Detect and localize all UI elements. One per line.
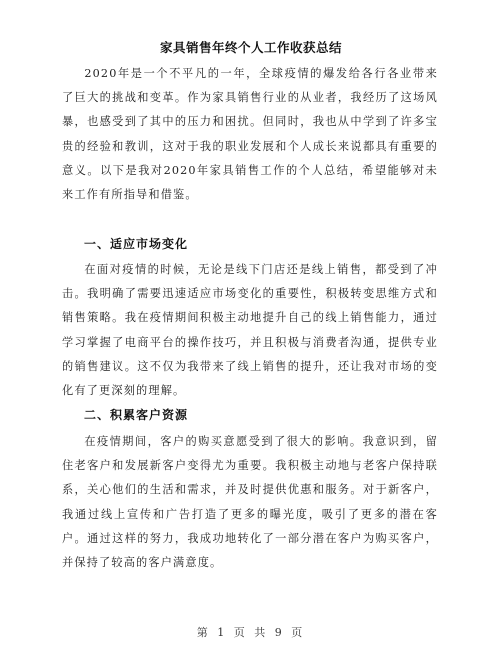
section-heading-2: 二、积累客户资源 <box>84 408 189 422</box>
section-body-1: 在面对疫情的时候，无论是线下门店还是线上销售，都受到了冲击。我明确了需要迅速适应市场变化的重要性，积极转变思维方式和销售策略。我在疫情期间积极主动地提升自己的线上销售能力，通过学习掌握了电商平台的操作技巧，并且积极与消费者沟通，提供专业的销售建议。这不仅为我带来了线上销售的提升，还让我对市场的变化有了更深刻的理解。 <box>62 263 438 398</box>
page-number-footer: 第 1 页 共 9 页 <box>196 626 306 639</box>
section-heading-1: 一、适应市场变化 <box>84 237 189 251</box>
section-body-2: 在疫情期间，客户的购买意愿受到了很大的影响。我意识到，留住老客户和发展新客户变得尤为重要。我积极主动地与老客户保持联系，关心他们的生活和需求，并及时提供优惠和服务。对于新客户，我通过线上宣传和广告打造了更多的曝光度，吸引了更多的潜在客户。通过这样的努力，我成功地转化了一部分潜在客户为购买客户，并保持了较高的客户满意度。 <box>62 435 438 570</box>
intro-paragraph: 2020年是一个不平凡的一年，全球疫情的爆发给各行各业带来了巨大的挑战和变革。作为家具销售行业的从业者，我经历了这场风暴，也感受到了其中的压力和困扰。但同时，我也从中学到了许多宝贵的经验和教训，这对于我的职业发展和个人成长来说都具有重要的意义。以下是我对2020年家具销售工作的个人总结，希望能够对未来工作有所指导和借鉴。 <box>62 67 438 202</box>
document-title: 家具销售年终个人工作收获总结 <box>159 40 342 55</box>
